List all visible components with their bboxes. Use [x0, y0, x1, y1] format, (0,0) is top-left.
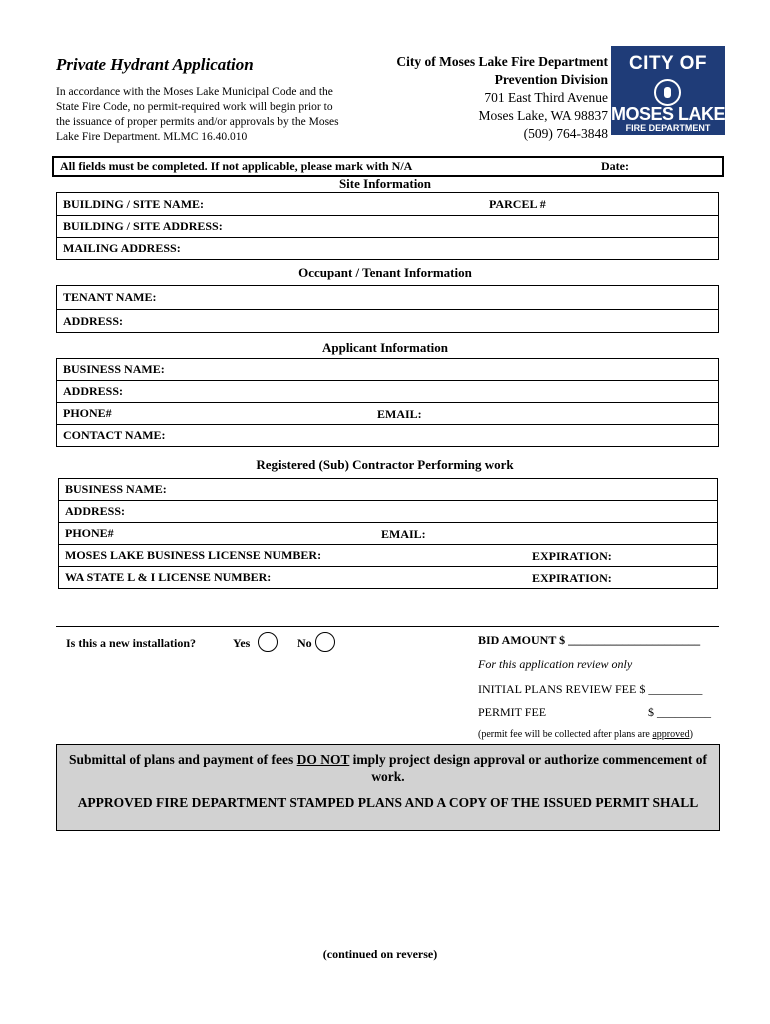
- occupant-heading: Occupant / Tenant Information: [298, 265, 472, 280]
- city-address: Moses Lake, WA 98837: [478, 108, 608, 123]
- ml-expiration-label: EXPIRATION:: [532, 549, 612, 563]
- department-address-block: [396, 53, 608, 143]
- building-name-label: BUILDING / SITE NAME:: [63, 196, 205, 211]
- applicant-contact-field[interactable]: [57, 425, 719, 447]
- fire-department-logo: [611, 46, 725, 135]
- disclaimer-line2: APPROVED FIRE DEPARTMENT STAMPED PLANS AND A COPY OF THE ISSUED PERMIT SHALL: [77, 795, 699, 810]
- yes-label: Yes: [233, 636, 251, 650]
- wa-license-label: WA STATE L & I LICENSE NUMBER:: [65, 570, 272, 584]
- applicant-address-label: ADDRESS:: [63, 384, 124, 398]
- section-divider: [56, 626, 719, 627]
- department-name: City of Moses Lake Fire Department: [396, 54, 608, 69]
- permit-note-approved: approved: [652, 729, 690, 740]
- department-phone: (509) 764-3848: [523, 126, 608, 141]
- applicant-heading: Applicant Information: [321, 340, 449, 355]
- mailing-address-field[interactable]: [57, 238, 719, 260]
- permit-note-prefix: (permit fee will be collected after plans are: [478, 729, 653, 740]
- contractor-email-label: EMAIL:: [381, 527, 426, 541]
- required-fields-notice: [52, 156, 724, 177]
- disclaimer-do-not: DO NOT: [296, 752, 350, 767]
- applicant-business-label: BUSINESS NAME:: [63, 362, 165, 376]
- parcel-label: PARCEL #: [489, 197, 546, 211]
- ml-license-field[interactable]: [59, 545, 718, 567]
- ml-license-label: MOSES LAKE BUSINESS LICENSE NUMBER:: [65, 548, 322, 562]
- contractor-table: [58, 478, 718, 589]
- notice-text: All fields must be completed. If not applicable, please mark with N/A: [60, 159, 413, 173]
- fire-badge-icon: [654, 79, 681, 106]
- contractor-address-field[interactable]: [59, 501, 718, 523]
- building-name-field[interactable]: [57, 193, 719, 216]
- building-address-label: BUILDING / SITE ADDRESS:: [63, 219, 223, 233]
- no-radio[interactable]: [315, 632, 335, 652]
- applicant-address-field[interactable]: [57, 381, 719, 403]
- site-table: [56, 192, 719, 260]
- applicant-phone-field[interactable]: [57, 403, 719, 425]
- initial-review-fee-field[interactable]: INITIAL PLANS REVIEW FEE $ _________: [478, 682, 703, 696]
- permit-fee-note: [478, 729, 693, 740]
- contractor-address-label: ADDRESS:: [65, 504, 126, 518]
- applicant-business-field[interactable]: [57, 359, 719, 381]
- site-heading: Site Information: [338, 176, 432, 191]
- contractor-business-label: BUSINESS NAME:: [65, 482, 167, 496]
- yes-radio[interactable]: [258, 632, 278, 652]
- logo-line3: FIRE DEPARTMENT: [625, 123, 711, 133]
- contractor-phone-field[interactable]: [59, 523, 718, 545]
- applicant-phone-label: PHONE#: [63, 406, 112, 420]
- new-installation-question: Is this a new installation?: [66, 636, 197, 650]
- permit-note-suffix: ): [689, 729, 693, 740]
- applicant-contact-label: CONTACT NAME:: [63, 428, 166, 442]
- tenant-address-label: ADDRESS:: [63, 313, 124, 328]
- applicant-table: [56, 358, 719, 447]
- disclaimer-line1: [57, 751, 719, 785]
- logo-line1: CITY OF: [628, 53, 708, 74]
- street-address: 701 East Third Avenue: [484, 90, 608, 105]
- form-title: Private Hydrant Application: [56, 55, 254, 74]
- date-field[interactable]: Date:: [601, 159, 629, 173]
- continued-note: (continued on reverse): [322, 947, 438, 961]
- permit-fee-label: PERMIT FEE: [478, 705, 547, 719]
- intro-text: In accordance with the Moses Lake Municipal Code and the State Fire Code, no permit-required work will begin prior to the issuance of proper permits and/or approvals by the Moses Lake Fire Department. MLMC 16.40.010: [56, 86, 339, 143]
- disclaimer-box: [56, 744, 720, 831]
- review-only-note: For this application review only: [478, 657, 633, 671]
- logo-line2: MOSES LAKE: [611, 104, 726, 124]
- permit-fee-field[interactable]: $ _________: [648, 705, 711, 719]
- no-label: No: [297, 636, 312, 650]
- disclaimer-p1-before: Submittal of plans and payment of fees: [68, 752, 297, 767]
- contractor-phone-label: PHONE#: [65, 526, 114, 540]
- tenant-name-label: TENANT NAME:: [63, 290, 157, 304]
- contractor-business-field[interactable]: [59, 479, 718, 501]
- bid-amount-field[interactable]: BID AMOUNT $ ______________________: [478, 633, 701, 647]
- wa-license-field[interactable]: [59, 567, 718, 589]
- tenant-name-field[interactable]: [57, 286, 719, 310]
- mailing-address-label: MAILING ADDRESS:: [63, 241, 181, 255]
- tenant-address-field[interactable]: [57, 310, 719, 333]
- division-name: Prevention Division: [494, 72, 608, 87]
- disclaimer-p1-after: imply project design approval or authorize commencement of work.: [349, 752, 707, 784]
- wa-expiration-label: EXPIRATION:: [532, 571, 612, 585]
- contractor-heading: Registered (Sub) Contractor Performing work: [256, 457, 514, 472]
- building-address-field[interactable]: [57, 216, 719, 238]
- occupant-table: [56, 285, 719, 333]
- applicant-email-label: EMAIL:: [377, 407, 422, 421]
